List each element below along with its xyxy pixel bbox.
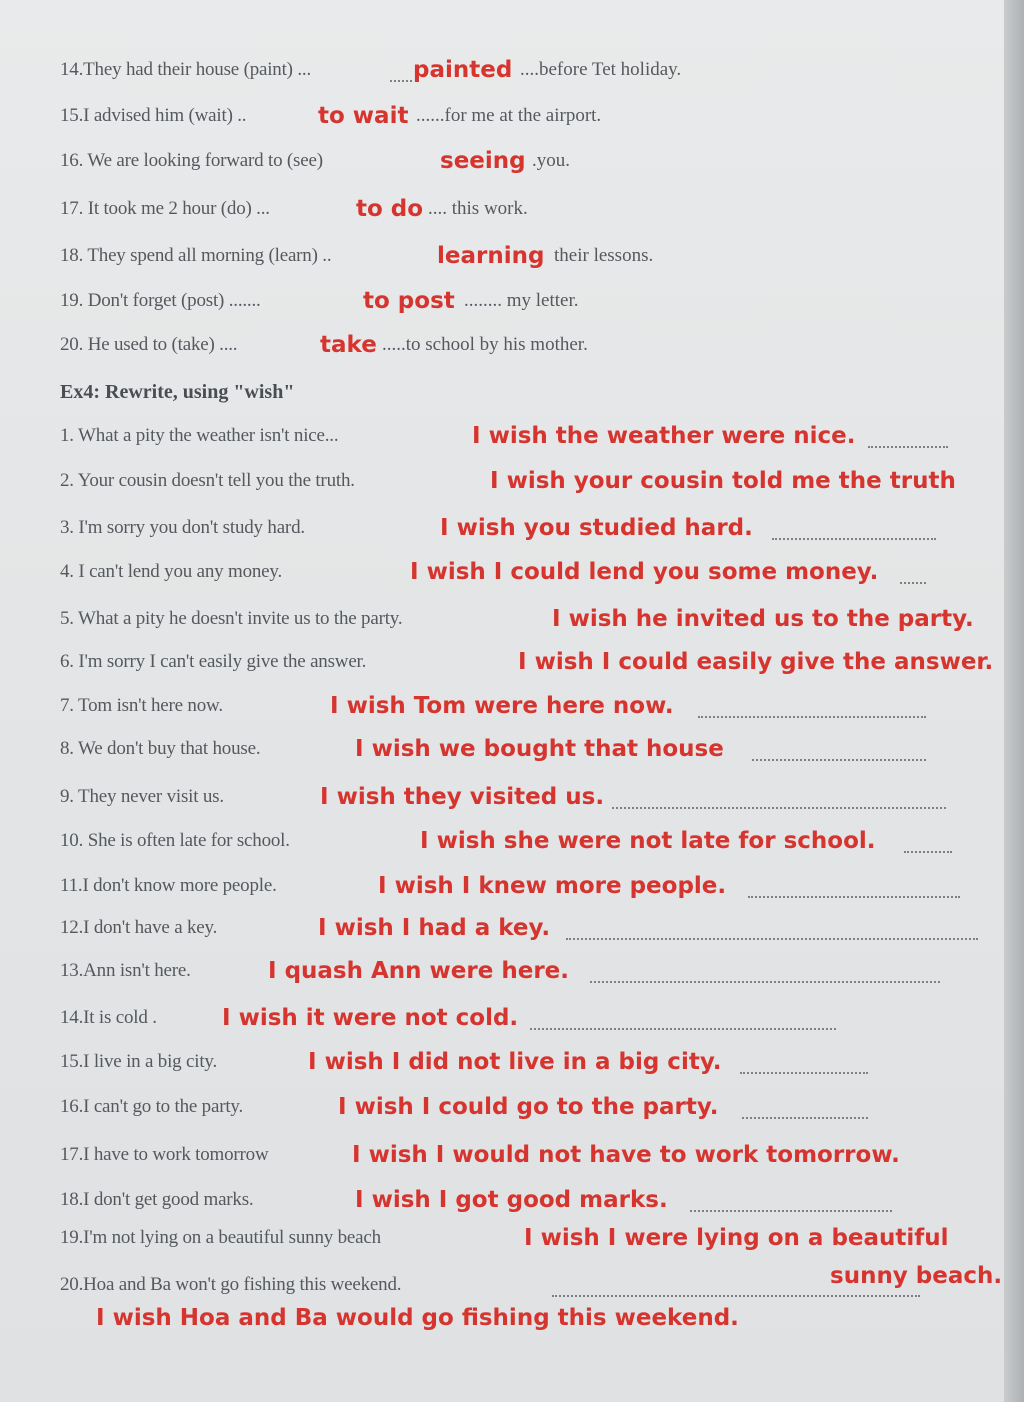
- question-text: 2. Your cousin doesn't tell you the truth.: [60, 470, 355, 491]
- answer-line: [530, 1028, 836, 1030]
- answer-text: I wish he invited us to the party.: [552, 606, 974, 632]
- answer-line: [752, 759, 926, 761]
- answer-text: to wait: [318, 103, 409, 129]
- answer-text: I wish I had a key.: [318, 915, 551, 941]
- answer-text: I wish I could go to the party.: [338, 1094, 719, 1120]
- answer-text: to post: [363, 288, 455, 314]
- question-text: 7. Tom isn't here now.: [60, 695, 223, 716]
- answer-text: I wish she were not late for school.: [420, 828, 876, 854]
- answer-text: I wish your cousin told me the truth: [490, 468, 956, 494]
- ex4-item-18: [0, 1180, 1004, 1220]
- question-text: 1. What a pity the weather isn't nice...: [60, 425, 339, 446]
- answer-line: [552, 1295, 920, 1297]
- exercise-4-heading: Ex4: Rewrite, using "wish": [60, 381, 295, 403]
- question-text: 15.I live in a big city.: [60, 1051, 218, 1072]
- answer-line: [740, 1072, 868, 1074]
- ex4-item-1: [0, 416, 1004, 456]
- answer-text: seeing: [440, 148, 526, 174]
- question-text: 14.It is cold .: [60, 1007, 157, 1028]
- question-continuation: .....to school by his mother.: [382, 334, 588, 355]
- question-continuation: ........ my letter.: [464, 290, 579, 311]
- answer-text: I wish I were lying on a beautiful: [524, 1225, 949, 1251]
- question-text: 8. We don't buy that house.: [60, 738, 261, 759]
- question-text: 12.I don't have a key.: [60, 917, 218, 938]
- question-continuation: ......for me at the airport.: [416, 105, 602, 126]
- ex4-item-17: [0, 1135, 1004, 1175]
- question-text: 13.Ann isn't here.: [60, 960, 191, 981]
- question-text: 11.I don't know more people.: [60, 875, 277, 896]
- answer-text: I wish I knew more people.: [378, 873, 727, 899]
- ex4-item-12: [0, 908, 1004, 948]
- ex3-item-15: [0, 96, 1004, 136]
- ex4-item-4: [0, 552, 1004, 592]
- ex4-item-14: [0, 998, 1004, 1038]
- ex4-item-11: [0, 866, 1004, 906]
- question-continuation: their lessons.: [554, 245, 654, 266]
- question-text: 10. She is often late for school.: [60, 830, 290, 851]
- question-text: 18.I don't get good marks.: [60, 1189, 254, 1210]
- question-text: 5. What a pity he doesn't invite us to the party.: [60, 608, 403, 629]
- answer-text: I wish you studied hard.: [440, 515, 753, 541]
- question-text: 19. Don't forget (post) .......: [60, 290, 261, 311]
- answer-text-item-20: I wish Hoa and Ba would go fishing this weekend.: [96, 1305, 739, 1331]
- answer-text: I wish Tom were here now.: [330, 693, 674, 719]
- question-continuation: ....before Tet holiday.: [520, 59, 682, 80]
- answer-line: [904, 851, 952, 853]
- question-text: 14.They had their house (paint) ...: [60, 59, 312, 80]
- question-continuation: .... this work.: [428, 198, 528, 219]
- answer-line: [698, 716, 926, 718]
- ex3-item-16: [0, 141, 1004, 181]
- answer-text: I wish I did not live in a big city.: [308, 1049, 722, 1075]
- question-text: 3. I'm sorry you don't study hard.: [60, 517, 305, 538]
- answer-text: learning: [437, 243, 545, 269]
- answer-line: [690, 1210, 892, 1212]
- question-text: 9. They never visit us.: [60, 786, 224, 807]
- ex4-item-10: [0, 821, 1004, 861]
- question-text: 17.I have to work tomorrow: [60, 1144, 269, 1165]
- answer-line: [868, 446, 948, 448]
- answer-text: I wish the weather were nice.: [472, 423, 856, 449]
- ex4-item-15: [0, 1042, 1004, 1082]
- answer-line: [900, 582, 926, 584]
- question-text: 15.I advised him (wait) ..: [60, 105, 247, 126]
- answer-text: I wish it were not cold.: [222, 1005, 519, 1031]
- ex4-item-16: [0, 1087, 1004, 1127]
- question-text: 20. He used to (take) ....: [60, 334, 238, 355]
- answer-text: I wish I would not have to work tomorrow.: [352, 1142, 900, 1168]
- ex4-item-6: [0, 642, 1004, 682]
- question-text: 16.I can't go to the party.: [60, 1096, 244, 1117]
- answer-text: I wish they visited us.: [320, 784, 605, 810]
- ex3-item-18: [0, 236, 1004, 276]
- ex4-item-9: [0, 777, 1004, 817]
- ex4-item-3: [0, 508, 1004, 548]
- ex3-item-20: [0, 325, 1004, 365]
- answer-text-continued: sunny beach.: [830, 1263, 1003, 1289]
- answer-text: to do: [356, 196, 424, 222]
- question-text: 6. I'm sorry I can't easily give the answer.: [60, 651, 367, 672]
- answer-line: [612, 807, 946, 809]
- ex4-item-13: [0, 951, 1004, 991]
- answer-text: I wish I could easily give the answer.: [518, 649, 994, 675]
- question-text: 16. We are looking forward to (see): [60, 150, 323, 171]
- answer-line: [772, 538, 936, 540]
- answer-text: I wish I got good marks.: [355, 1187, 668, 1213]
- ex4-item-7: [0, 686, 1004, 726]
- answer-line: [742, 1117, 868, 1119]
- ex4-item-2: [0, 461, 1004, 501]
- answer-text: take: [320, 332, 377, 358]
- ex3-item-14: [0, 50, 1004, 90]
- question-continuation: .you.: [532, 150, 570, 171]
- question-text: 19.I'm not lying on a beautiful sunny beach: [60, 1227, 381, 1248]
- question-text: 20.Hoa and Ba won't go fishing this weekend.: [60, 1274, 402, 1295]
- answer-text: painted: [413, 57, 513, 83]
- answer-line: [390, 80, 412, 82]
- ex4-item-8: [0, 729, 1004, 769]
- question-text: 4. I can't lend you any money.: [60, 561, 283, 582]
- answer-line: [590, 981, 940, 983]
- answer-line: [748, 896, 960, 898]
- question-text: 17. It took me 2 hour (do) ...: [60, 198, 270, 219]
- ex3-item-17: [0, 189, 1004, 229]
- answer-text: I quash Ann were here.: [268, 958, 569, 984]
- ex4-item-19: [0, 1218, 1004, 1258]
- page-edge-shadow: [1004, 0, 1024, 1402]
- answer-line: [566, 938, 978, 940]
- ex4-item-5: [0, 599, 1004, 639]
- answer-text: I wish we bought that house: [355, 736, 724, 762]
- question-text: 18. They spend all morning (learn) ..: [60, 245, 332, 266]
- answer-text: I wish I could lend you some money.: [410, 559, 879, 585]
- ex3-item-19: [0, 281, 1004, 321]
